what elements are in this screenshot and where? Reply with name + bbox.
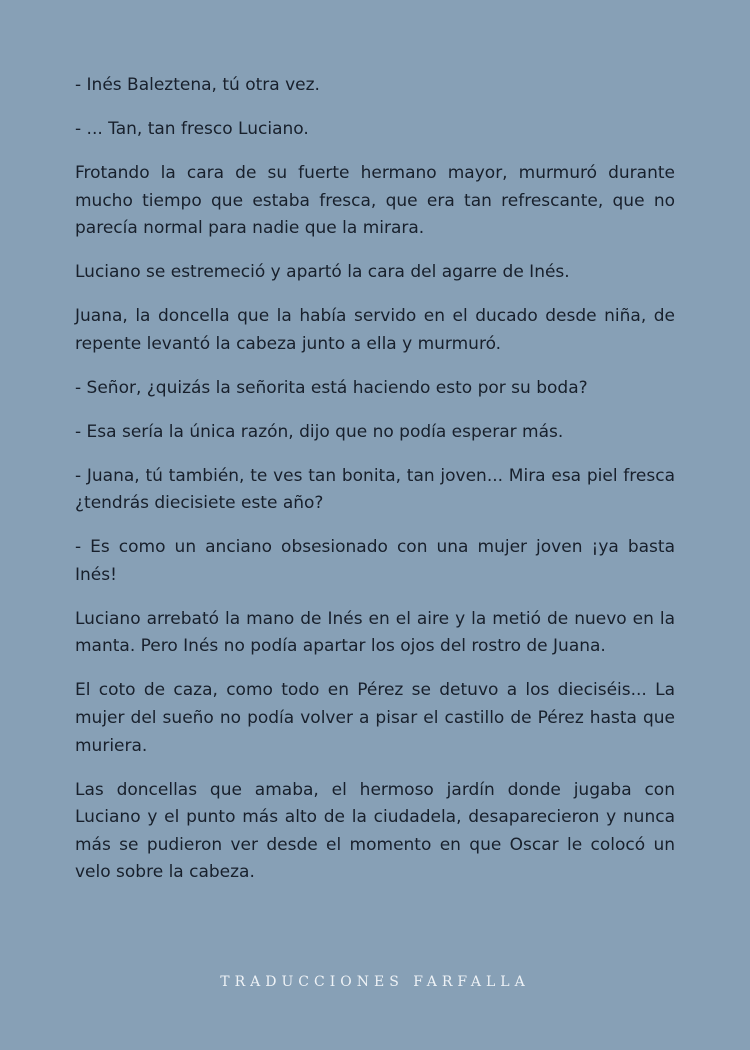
paragraph: - Juana, tú también, te ves tan bonita, tan joven... Mira esa piel fresca ¿tendrás diecisiete este año? [75, 465, 675, 514]
paragraph: - Señor, ¿quizás la señorita está haciendo esto por su boda? [75, 377, 588, 398]
paragraph: - Es como un anciano obsesionado con una mujer joven ¡ya basta Inés! [75, 537, 675, 585]
footer-credit: TRADUCCIONES FARFALLA [220, 974, 530, 990]
paragraph: - Inés Baleztena, tú otra vez. [75, 75, 320, 95]
paragraph: El coto de caza, como todo en Pérez se detuvo a los dieciséis... La mujer del sueño no podía volver a pisar el castillo de Pérez hasta que muriera. [75, 680, 675, 756]
paragraph: Juana, la doncella que la había servido en el ducado desde niña, de repente levantó la cabeza junto a ella y murmuró. [75, 306, 675, 354]
paragraph: - ... Tan, tan fresco Luciano. [75, 118, 309, 139]
paragraph: Frotando la cara de su fuerte hermano mayor, murmuró durante mucho tiempo que estaba fresca, que era tan refrescante, que no parecía normal para nadie que la mirara. [75, 162, 675, 239]
paragraph: - Esa sería la única razón, dijo que no podía esperar más. [75, 421, 564, 442]
paragraph: Las doncellas que amaba, el hermoso jardín donde jugaba con Luciano y el punto más alto de la ciudadela, desaparecieron y nunca más se pudieron ver desde el momento en que Oscar le colocó un velo sobre la cabeza. [75, 779, 675, 883]
paragraph: Luciano se estremeció y apartó la cara del agarre de Inés. [75, 262, 570, 283]
page-body [75, 72, 675, 903]
paragraph: Luciano arrebató la mano de Inés en el aire y la metió de nuevo en la manta. Pero Inés no podía apartar los ojos del rostro de Juana. [75, 608, 675, 657]
